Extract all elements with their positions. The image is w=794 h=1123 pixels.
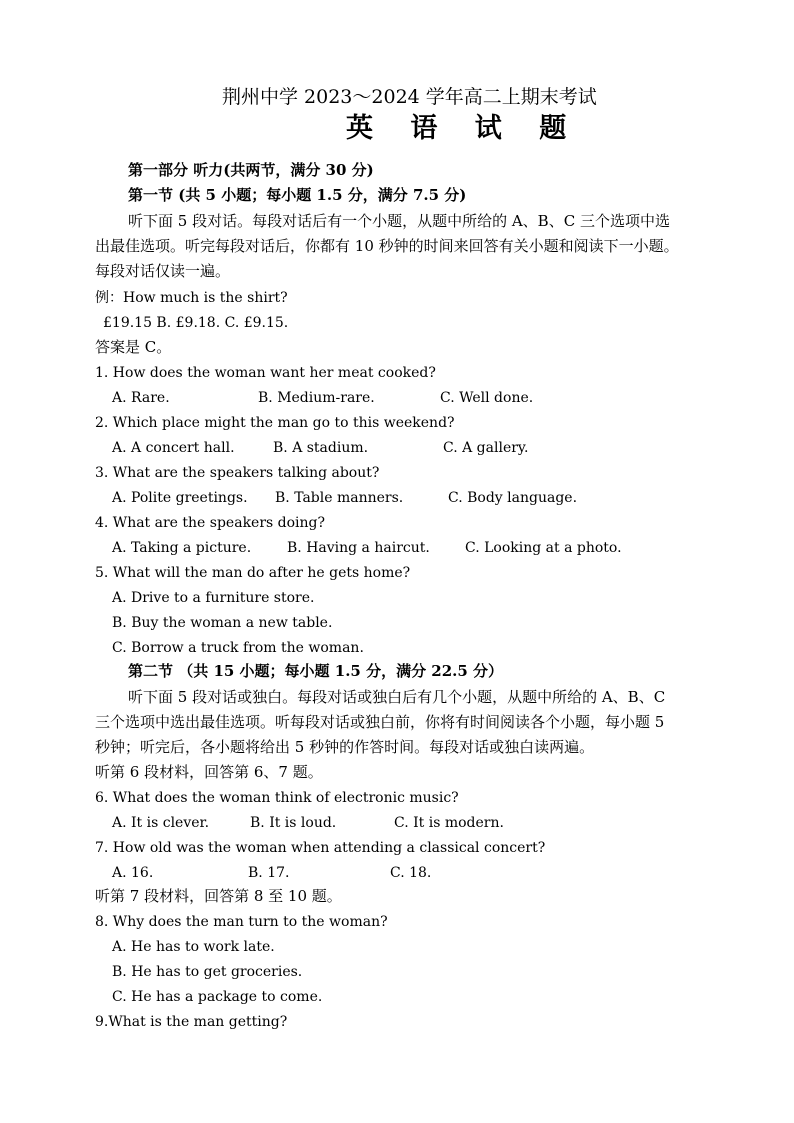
question-1-option-a: A. Rare.	[112, 390, 170, 406]
question-3: 3. What are the speakers talking about?	[95, 465, 380, 481]
material-6-note: 听第 6 段材料，回答第 6、7 题。	[95, 763, 323, 781]
question-3-option-b: B. Table manners.	[275, 490, 404, 506]
question-3-option-c: C. Body language.	[448, 490, 578, 506]
section1-instruction-3: 每段对话仅读一遍。	[95, 262, 231, 280]
question-4-option-a: A. Taking a picture.	[112, 540, 252, 556]
question-5-option-b: B. Buy the woman a new table.	[112, 615, 333, 631]
question-7-option-b: B. 17.	[248, 865, 290, 881]
section2-instruction-2: 三个选项中选出最佳选项。听每段对话或独白前，你将有时间阅读各个小题，每小题 5	[95, 713, 665, 731]
section2-instruction-1: 听下面 5 段对话或独白。每段对话或独白后有几个小题，从题中所给的 A、B、C	[128, 688, 666, 706]
question-7-option-a: A. 16.	[112, 865, 154, 881]
question-4-option-c: C. Looking at a photo.	[465, 540, 622, 556]
question-9: 9.What is the man getting?	[95, 1014, 288, 1030]
question-6-option-b: B. It is loud.	[250, 815, 337, 831]
question-5-option-a: A. Drive to a furniture store.	[112, 590, 315, 606]
question-1-option-c: C. Well done.	[440, 390, 534, 406]
question-3-option-a: A. Polite greetings.	[112, 490, 248, 506]
question-5: 5. What will the man do after he gets home?	[95, 565, 411, 581]
question-8: 8. Why does the man turn to the woman?	[95, 914, 388, 930]
question-1: 1. How does the woman want her meat cooked?	[95, 365, 436, 381]
question-2-option-c: C. A gallery.	[443, 440, 529, 456]
question-2-option-a: A. A concert hall.	[112, 440, 235, 456]
question-6: 6. What does the woman think of electronic music?	[95, 790, 459, 806]
example-answer: 答案是 C。	[95, 338, 172, 356]
question-7-option-c: C. 18.	[390, 865, 432, 881]
question-6-option-c: C. It is modern.	[394, 815, 504, 831]
question-8-option-c: C. He has a package to come.	[112, 989, 323, 1005]
example-question: 例：How much is the shirt?	[95, 290, 288, 306]
question-2: 2. Which place might the man go to this weekend?	[95, 415, 455, 431]
part1-heading: 第一部分 听力(共两节，满分 30 分)	[128, 161, 374, 179]
material-7-note: 听第 7 段材料，回答第 8 至 10 题。	[95, 887, 342, 905]
exam-subtitle: 英 语 试 题	[346, 113, 581, 144]
question-4: 4. What are the speakers doing?	[95, 515, 326, 531]
question-7: 7. How old was the woman when attending a classical concert?	[95, 840, 546, 856]
section1-instruction-2: 出最佳选项。听完每段对话后，你都有 10 秒钟的时间来回答有关小题和阅读下一小题。	[95, 237, 679, 255]
section2-instruction-3: 秒钟；听完后，各小题将给出 5 秒钟的作答时间。每段对话或独白读两遍。	[95, 738, 595, 756]
question-8-option-a: A. He has to work late.	[112, 939, 275, 955]
section1-instruction-1: 听下面 5 段对话。每段对话后有一个小题，从题中所给的 A、B、C 三个选项中选	[128, 212, 670, 230]
question-2-option-b: B. A stadium.	[273, 440, 369, 456]
example-options: £19.15 B. £9.18. C. £9.15.	[103, 315, 289, 331]
section2-heading: 第二节 （共 15 小题；每小题 1.5 分，满分 22.5 分）	[128, 662, 504, 680]
question-1-option-b: B. Medium-rare.	[258, 390, 375, 406]
question-8-option-b: B. He has to get groceries.	[112, 964, 303, 980]
question-4-option-b: B. Having a haircut.	[287, 540, 430, 556]
question-6-option-a: A. It is clever.	[112, 815, 210, 831]
question-5-option-c: C. Borrow a truck from the woman.	[112, 640, 364, 656]
section1-heading: 第一节 (共 5 小题；每小题 1.5 分，满分 7.5 分)	[128, 186, 467, 204]
exam-title: 荆州中学 2023～2024 学年高二上期末考试	[222, 86, 597, 108]
